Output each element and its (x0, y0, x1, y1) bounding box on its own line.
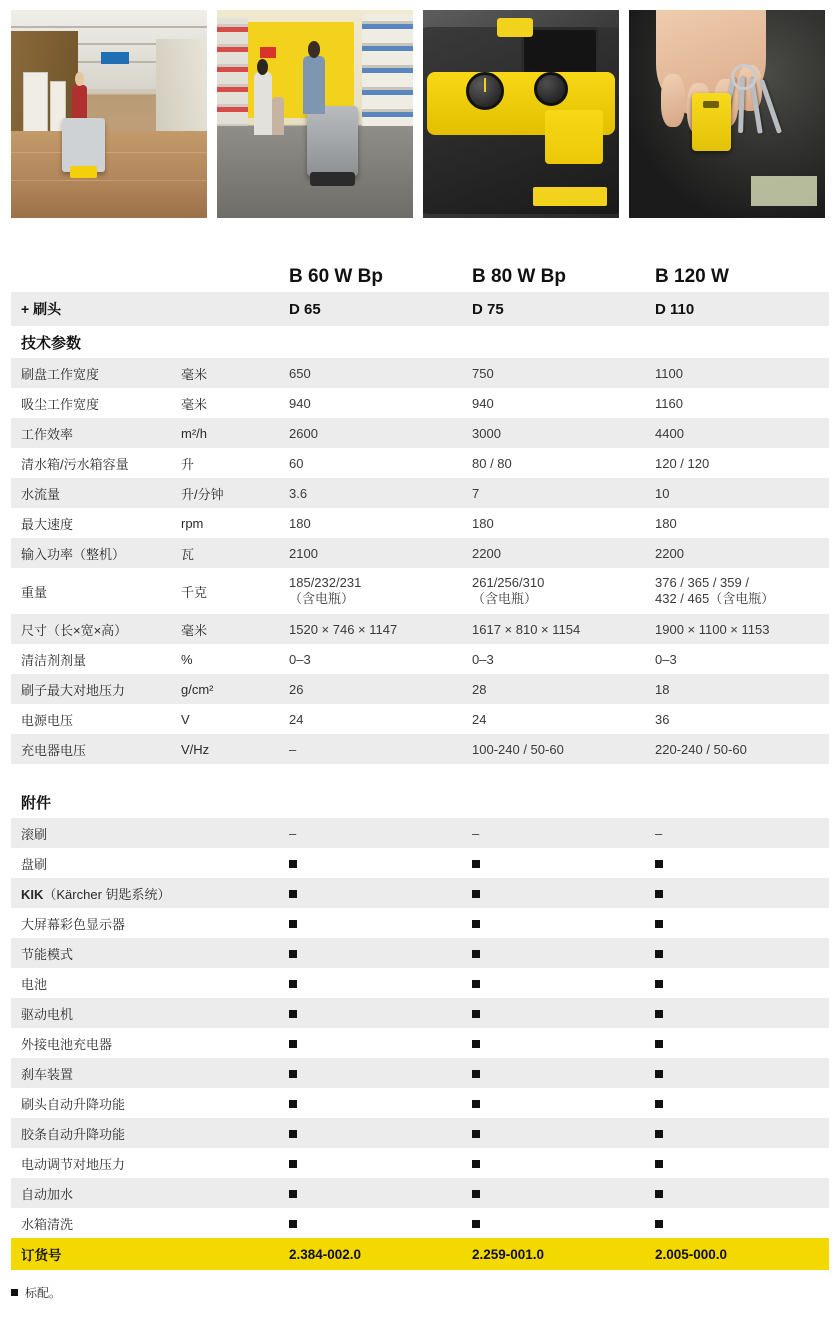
table-row (11, 704, 829, 734)
empty-cell (179, 1058, 279, 1088)
accessory-value-3 (645, 1088, 829, 1118)
spec-unit: 瓦 (179, 538, 279, 568)
empty-cell (179, 786, 279, 818)
spec-label: 吸尘工作宽度 (11, 388, 179, 418)
filled-square-icon (472, 1190, 480, 1198)
empty-cell (179, 938, 279, 968)
spec-value-3: 10 (645, 478, 829, 508)
filled-square-icon (472, 860, 480, 868)
accessory-value-2 (462, 938, 645, 968)
spec-value-3: 1100 (645, 358, 829, 388)
wall-sign (101, 52, 128, 64)
filled-square-icon (655, 1010, 663, 1018)
table-row (11, 388, 829, 418)
table-row (11, 358, 829, 388)
accessory-label: 电动调节对地压力 (11, 1148, 179, 1178)
spec-value-3: 376 / 365 / 359 / 432 / 465（含电瓶） (645, 568, 829, 614)
accessory-value-1 (279, 848, 462, 878)
spec-value-1: 0–3 (279, 644, 462, 674)
empty-cell (179, 1208, 279, 1238)
table-row (11, 1148, 829, 1178)
empty-cell (279, 326, 462, 358)
filled-square-icon (472, 890, 480, 898)
spec-value-1: 2100 (279, 538, 462, 568)
empty-cell (11, 248, 179, 292)
filled-square-icon (289, 1130, 297, 1138)
accessory-label: 刷头自动升降功能 (11, 1088, 179, 1118)
filled-square-icon (472, 1100, 480, 1108)
empty-cell (179, 968, 279, 998)
accessory-value-3 (645, 1148, 829, 1178)
brush-head-label: + 刷头 (11, 292, 179, 326)
section-title-row (11, 326, 829, 358)
filled-square-icon (655, 920, 663, 928)
table-row (11, 568, 829, 614)
spec-value-2: 28 (462, 674, 645, 704)
spec-value-1: 3.6 (279, 478, 462, 508)
spec-unit: % (179, 644, 279, 674)
spec-value-2: 2200 (462, 538, 645, 568)
customer (254, 72, 272, 134)
spec-unit: V (179, 704, 279, 734)
spec-value-1: 940 (279, 388, 462, 418)
filled-square-icon (655, 1130, 663, 1138)
accessory-value-3 (645, 1028, 829, 1058)
filled-square-icon (472, 950, 480, 958)
table-row (11, 674, 829, 704)
spec-unit: 升/分钟 (179, 478, 279, 508)
model-name-2: B 80 W Bp (462, 248, 645, 292)
spec-label: 刷子最大对地压力 (11, 674, 179, 704)
filled-square-icon (289, 1010, 297, 1018)
floor (11, 131, 207, 218)
accessory-value-3 (645, 1208, 829, 1238)
accessory-value-2 (462, 968, 645, 998)
filled-square-icon (655, 890, 663, 898)
empty-cell (179, 1238, 279, 1270)
accessory-label: 外接电池充电器 (11, 1028, 179, 1058)
corridor-scrubber-photo (11, 10, 207, 218)
spec-label: 工作效率 (11, 418, 179, 448)
accessory-label: 盘刷 (11, 848, 179, 878)
filled-square-icon (289, 920, 297, 928)
order-number-row (11, 1238, 829, 1270)
section-title-row (11, 786, 829, 818)
filled-square-icon (472, 980, 480, 988)
accessory-value-1 (279, 938, 462, 968)
accessory-value-1 (279, 908, 462, 938)
accessory-label: 滚刷 (11, 818, 179, 848)
table-row (11, 908, 829, 938)
table-row (11, 1178, 829, 1208)
filled-square-icon (11, 1289, 18, 1296)
empty-cell (179, 1118, 279, 1148)
empty-cell (179, 908, 279, 938)
filled-square-icon (472, 1130, 480, 1138)
karcher-logo (533, 187, 607, 206)
filled-square-icon (655, 1040, 663, 1048)
accessory-label: 自动加水 (11, 1178, 179, 1208)
spec-value-1: 185/232/231 （含电瓶） (279, 568, 462, 614)
empty-cell (179, 1088, 279, 1118)
accessory-value-1 (279, 1088, 462, 1118)
spec-section-title: 技术参数 (11, 326, 179, 358)
accessory-value-1 (279, 1208, 462, 1238)
table-row (11, 1088, 829, 1118)
filled-square-icon (289, 1160, 297, 1168)
spec-unit: 千克 (179, 568, 279, 614)
table-row (11, 1028, 829, 1058)
accessory-value-2 (462, 1088, 645, 1118)
spec-label: 重量 (11, 568, 179, 614)
table-row (11, 1118, 829, 1148)
spec-value-2: 7 (462, 478, 645, 508)
table-row (11, 418, 829, 448)
order-number-3: 2.005-000.0 (645, 1238, 829, 1270)
empty-cell (179, 818, 279, 848)
spec-value-3: 1160 (645, 388, 829, 418)
filled-square-icon (289, 950, 297, 958)
order-number-2: 2.259-001.0 (462, 1238, 645, 1270)
filled-square-icon (655, 1100, 663, 1108)
accessory-value-3 (645, 878, 829, 908)
accessory-label: 电池 (11, 968, 179, 998)
table-row (11, 1208, 829, 1238)
spec-value-3: 1900 × 1100 × 1153 (645, 614, 829, 644)
accessory-label: KIK（Kärcher 钥匙系统） (11, 878, 179, 908)
photo-strip (0, 0, 840, 218)
empty-cell (179, 248, 279, 292)
spec-value-2: 750 (462, 358, 645, 388)
order-number-label: 订货号 (11, 1238, 179, 1270)
accessory-value-1: – (279, 818, 462, 848)
spec-value-1: 2600 (279, 418, 462, 448)
filled-square-icon (472, 1010, 480, 1018)
accessory-value-2: – (462, 818, 645, 848)
accessory-value-1 (279, 1178, 462, 1208)
table-row (11, 734, 829, 764)
filled-square-icon (289, 1070, 297, 1078)
accessory-value-3 (645, 1118, 829, 1148)
spec-value-3: 18 (645, 674, 829, 704)
filled-square-icon (289, 1100, 297, 1108)
spec-value-1: 1520 × 746 × 1147 (279, 614, 462, 644)
kik-key-photo (629, 10, 825, 218)
spec-value-2: 100-240 / 50-60 (462, 734, 645, 764)
empty-cell (179, 998, 279, 1028)
spec-value-3: 2200 (645, 538, 829, 568)
table-row (11, 614, 829, 644)
filled-square-icon (472, 920, 480, 928)
accessory-value-1 (279, 1028, 462, 1058)
accessory-value-1 (279, 1058, 462, 1088)
accessory-value-2 (462, 878, 645, 908)
filled-square-icon (655, 1160, 663, 1168)
filled-square-icon (289, 890, 297, 898)
spec-label: 清洁剂剂量 (11, 644, 179, 674)
filled-square-icon (472, 1220, 480, 1228)
empty-cell (645, 326, 829, 358)
model-name-1: B 60 W Bp (279, 248, 462, 292)
accessory-value-3 (645, 938, 829, 968)
spec-unit: 毫米 (179, 358, 279, 388)
filled-square-icon (289, 1220, 297, 1228)
empty-cell (645, 786, 829, 818)
empty-cell (179, 292, 279, 326)
supermarket-scrubber-photo (217, 10, 413, 218)
spec-value-1: 60 (279, 448, 462, 478)
kik-yellow-key (692, 93, 731, 151)
table-row (11, 508, 829, 538)
filled-square-icon (655, 1220, 663, 1228)
accessory-value-1 (279, 968, 462, 998)
accessory-value-2 (462, 1058, 645, 1088)
accessory-value-3 (645, 848, 829, 878)
accessory-value-2 (462, 848, 645, 878)
accessory-value-2 (462, 908, 645, 938)
spec-value-2: 1617 × 810 × 1154 (462, 614, 645, 644)
brush-head-row (11, 292, 829, 326)
accessory-label: 胶条自动升降功能 (11, 1118, 179, 1148)
table-row (11, 968, 829, 998)
top-button (497, 18, 532, 37)
key-ring (731, 64, 757, 90)
spec-label: 尺寸（长×宽×高） (11, 614, 179, 644)
spec-value-2: 3000 (462, 418, 645, 448)
empty-cell (179, 1028, 279, 1058)
spec-value-2: 261/256/310 （含电瓶） (462, 568, 645, 614)
accessory-value-3 (645, 968, 829, 998)
empty-cell (462, 786, 645, 818)
spec-label: 清水箱/污水箱容量 (11, 448, 179, 478)
spacer-row (11, 764, 829, 786)
spec-label: 水流量 (11, 478, 179, 508)
accessory-value-2 (462, 1208, 645, 1238)
table-row (11, 644, 829, 674)
spec-value-2: 940 (462, 388, 645, 418)
brush-head-3: D 110 (645, 292, 829, 326)
spec-unit: 毫米 (179, 614, 279, 644)
table-row (11, 848, 829, 878)
filled-square-icon (289, 1040, 297, 1048)
spec-value-2: 24 (462, 704, 645, 734)
filled-square-icon (289, 980, 297, 988)
filled-square-icon (472, 1040, 480, 1048)
exit-sign (260, 47, 276, 58)
table-row (11, 818, 829, 848)
table-row (11, 878, 829, 908)
empty-cell (279, 786, 462, 818)
model-name-3: B 120 W (645, 248, 829, 292)
accessory-value-1 (279, 998, 462, 1028)
accessory-value-3 (645, 998, 829, 1028)
spec-value-2: 0–3 (462, 644, 645, 674)
model-header-row (11, 248, 829, 292)
filled-square-icon (289, 860, 297, 868)
spec-unit: V/Hz (179, 734, 279, 764)
filled-square-icon (655, 980, 663, 988)
filled-square-icon (289, 1190, 297, 1198)
accessory-value-1 (279, 1148, 462, 1178)
empty-cell (179, 878, 279, 908)
accessory-label: 节能模式 (11, 938, 179, 968)
control-panel-photo (423, 10, 619, 218)
footnote-text: 标配。 (25, 1286, 62, 1300)
background-note (751, 176, 818, 205)
accessory-value-2 (462, 1028, 645, 1058)
accessory-value-1 (279, 878, 462, 908)
spec-value-3: 4400 (645, 418, 829, 448)
table-row (11, 478, 829, 508)
filled-square-icon (655, 860, 663, 868)
spec-value-1: 26 (279, 674, 462, 704)
spec-value-1: 650 (279, 358, 462, 388)
accessory-label: 大屏幕彩色显示器 (11, 908, 179, 938)
empty-cell (462, 326, 645, 358)
spec-unit: 毫米 (179, 388, 279, 418)
child (272, 97, 284, 134)
scrubber-machine (62, 118, 105, 172)
table-row (11, 448, 829, 478)
spec-value-1: 24 (279, 704, 462, 734)
empty-cell (179, 1148, 279, 1178)
table-row (11, 538, 829, 568)
filled-square-icon (655, 1190, 663, 1198)
table-row (11, 1058, 829, 1088)
accessory-value-2 (462, 998, 645, 1028)
filled-square-icon (472, 1160, 480, 1168)
filled-square-icon (655, 1070, 663, 1078)
spec-table-wrapper (0, 218, 840, 1270)
accessory-value-2 (462, 1118, 645, 1148)
spec-value-3: 220-240 / 50-60 (645, 734, 829, 764)
spec-unit: rpm (179, 508, 279, 538)
spec-table (11, 248, 829, 1270)
brush-head-2: D 75 (462, 292, 645, 326)
yellow-wall (233, 22, 355, 118)
spec-value-3: 0–3 (645, 644, 829, 674)
brush-head-1: D 65 (279, 292, 462, 326)
footnote (0, 1270, 840, 1317)
accessory-value-3 (645, 1178, 829, 1208)
spec-value-3: 120 / 120 (645, 448, 829, 478)
accessory-value-1 (279, 1118, 462, 1148)
spec-value-1: 180 (279, 508, 462, 538)
accessory-label: 驱动电机 (11, 998, 179, 1028)
accessory-value-3 (645, 908, 829, 938)
icon-cluster (545, 110, 604, 164)
operator (303, 56, 325, 114)
spec-unit: 升 (179, 448, 279, 478)
table-row (11, 998, 829, 1028)
scrubber-machine (307, 106, 358, 177)
spec-label: 最大速度 (11, 508, 179, 538)
accessory-value-3: – (645, 818, 829, 848)
accessory-value-2 (462, 1178, 645, 1208)
spec-value-2: 180 (462, 508, 645, 538)
spec-value-3: 180 (645, 508, 829, 538)
accessory-label: 刹车装置 (11, 1058, 179, 1088)
spec-label: 电源电压 (11, 704, 179, 734)
spec-unit: m²/h (179, 418, 279, 448)
empty-cell (179, 848, 279, 878)
empty-cell (179, 1178, 279, 1208)
spec-unit: g/cm² (179, 674, 279, 704)
accessory-value-3 (645, 1058, 829, 1088)
spec-label: 输入功率（整机） (11, 538, 179, 568)
table-row (11, 938, 829, 968)
spec-value-3: 36 (645, 704, 829, 734)
filled-square-icon (472, 1070, 480, 1078)
spacer-cell (11, 764, 829, 786)
spec-label: 充电器电压 (11, 734, 179, 764)
order-number-1: 2.384-002.0 (279, 1238, 462, 1270)
accessory-label: 水箱清洗 (11, 1208, 179, 1238)
accessory-section-title: 附件 (11, 786, 179, 818)
filled-square-icon (655, 950, 663, 958)
spec-value-2: 80 / 80 (462, 448, 645, 478)
accessory-value-2 (462, 1148, 645, 1178)
spec-value-1: – (279, 734, 462, 764)
empty-cell (179, 326, 279, 358)
spec-label: 刷盘工作宽度 (11, 358, 179, 388)
